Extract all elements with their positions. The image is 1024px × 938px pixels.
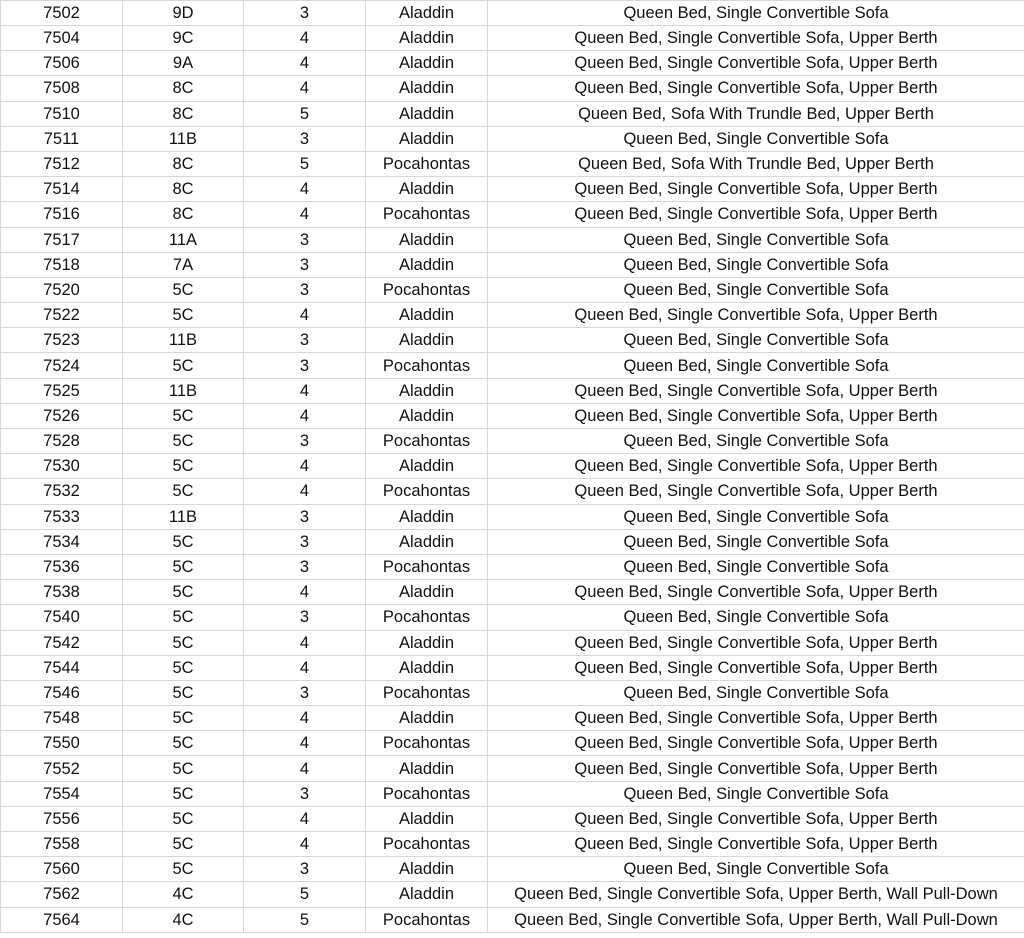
- cell-category[interactable]: 5C: [123, 454, 244, 479]
- cell-room[interactable]: 7534: [1, 529, 123, 554]
- cell-theme[interactable]: Aladdin: [366, 303, 488, 328]
- cell-category[interactable]: 5C: [123, 277, 244, 302]
- cell-room[interactable]: 7558: [1, 832, 123, 857]
- table-row: [1, 429, 1024, 454]
- table-row: [1, 706, 1024, 731]
- cell-theme[interactable]: Pocahontas: [366, 202, 488, 227]
- cell-category[interactable]: 5C: [123, 554, 244, 579]
- cell-sleeps[interactable]: 4: [244, 706, 366, 731]
- table-row: [1, 177, 1024, 202]
- cell-category[interactable]: 8C: [123, 76, 244, 101]
- cell-theme[interactable]: Pocahontas: [366, 429, 488, 454]
- cell-sleeps[interactable]: 3: [244, 781, 366, 806]
- cell-category[interactable]: 7A: [123, 252, 244, 277]
- cell-sleeps[interactable]: 4: [244, 51, 366, 76]
- cell-room[interactable]: 7546: [1, 680, 123, 705]
- cell-beds[interactable]: Queen Bed, Single Convertible Sofa, Upper Berth: [488, 806, 1024, 831]
- cell-theme[interactable]: Pocahontas: [366, 907, 488, 932]
- cell-beds[interactable]: Queen Bed, Single Convertible Sofa, Upper Berth: [488, 26, 1024, 51]
- cell-sleeps[interactable]: 3: [244, 605, 366, 630]
- cell-beds[interactable]: Queen Bed, Single Convertible Sofa: [488, 605, 1024, 630]
- cell-room[interactable]: 7562: [1, 882, 123, 907]
- cell-theme[interactable]: Aladdin: [366, 252, 488, 277]
- cell-sleeps[interactable]: 4: [244, 655, 366, 680]
- table-row: [1, 51, 1024, 76]
- cell-beds[interactable]: Queen Bed, Single Convertible Sofa, Upper Berth: [488, 706, 1024, 731]
- cell-room[interactable]: 7536: [1, 554, 123, 579]
- cell-theme[interactable]: Aladdin: [366, 529, 488, 554]
- table-row: [1, 731, 1024, 756]
- cell-category[interactable]: 5C: [123, 479, 244, 504]
- cell-category[interactable]: 5C: [123, 605, 244, 630]
- cell-beds[interactable]: Queen Bed, Single Convertible Sofa: [488, 529, 1024, 554]
- cell-sleeps[interactable]: 3: [244, 277, 366, 302]
- cell-beds[interactable]: Queen Bed, Single Convertible Sofa, Upper Berth: [488, 403, 1024, 428]
- table-row: [1, 479, 1024, 504]
- cell-category[interactable]: 5C: [123, 756, 244, 781]
- cell-beds[interactable]: Queen Bed, Single Convertible Sofa, Upper Berth: [488, 177, 1024, 202]
- cell-room[interactable]: 7504: [1, 26, 123, 51]
- cell-category[interactable]: 8C: [123, 151, 244, 176]
- table-row: [1, 202, 1024, 227]
- table-row: [1, 756, 1024, 781]
- cell-beds[interactable]: Queen Bed, Single Convertible Sofa, Upper Berth: [488, 832, 1024, 857]
- cell-theme[interactable]: Aladdin: [366, 76, 488, 101]
- cell-category[interactable]: 5C: [123, 429, 244, 454]
- cell-sleeps[interactable]: 5: [244, 882, 366, 907]
- table-row: [1, 328, 1024, 353]
- cell-beds[interactable]: Queen Bed, Single Convertible Sofa, Upper Berth: [488, 479, 1024, 504]
- cell-theme[interactable]: Aladdin: [366, 756, 488, 781]
- cell-room[interactable]: 7512: [1, 151, 123, 176]
- cell-theme[interactable]: Aladdin: [366, 706, 488, 731]
- cell-beds[interactable]: Queen Bed, Single Convertible Sofa: [488, 126, 1024, 151]
- spreadsheet-body: [1, 1, 1024, 933]
- cell-category[interactable]: 5C: [123, 706, 244, 731]
- cell-sleeps[interactable]: 3: [244, 680, 366, 705]
- table-row: [1, 504, 1024, 529]
- cell-sleeps[interactable]: 5: [244, 101, 366, 126]
- cell-room[interactable]: 7511: [1, 126, 123, 151]
- cell-room[interactable]: 7550: [1, 731, 123, 756]
- table-row: [1, 529, 1024, 554]
- cell-theme[interactable]: Pocahontas: [366, 353, 488, 378]
- table-row: [1, 26, 1024, 51]
- cell-sleeps[interactable]: 4: [244, 303, 366, 328]
- cell-beds[interactable]: Queen Bed, Single Convertible Sofa: [488, 781, 1024, 806]
- cell-room[interactable]: 7533: [1, 504, 123, 529]
- cell-sleeps[interactable]: 4: [244, 832, 366, 857]
- table-row: [1, 277, 1024, 302]
- cell-beds[interactable]: Queen Bed, Single Convertible Sofa: [488, 504, 1024, 529]
- table-row: [1, 227, 1024, 252]
- cell-room[interactable]: 7510: [1, 101, 123, 126]
- cell-category[interactable]: 5C: [123, 630, 244, 655]
- cell-theme[interactable]: Pocahontas: [366, 605, 488, 630]
- cell-sleeps[interactable]: 3: [244, 429, 366, 454]
- cell-theme[interactable]: Aladdin: [366, 504, 488, 529]
- table-row: [1, 303, 1024, 328]
- cell-theme[interactable]: Aladdin: [366, 378, 488, 403]
- cell-sleeps[interactable]: 3: [244, 252, 366, 277]
- cell-category[interactable]: 4C: [123, 907, 244, 932]
- cell-beds[interactable]: Queen Bed, Single Convertible Sofa, Upper Berth: [488, 731, 1024, 756]
- cell-room[interactable]: 7532: [1, 479, 123, 504]
- cell-theme[interactable]: Aladdin: [366, 177, 488, 202]
- cell-beds[interactable]: Queen Bed, Single Convertible Sofa: [488, 1, 1024, 26]
- cell-category[interactable]: 11A: [123, 227, 244, 252]
- cell-beds[interactable]: Queen Bed, Single Convertible Sofa, Upper Berth: [488, 756, 1024, 781]
- cell-beds[interactable]: Queen Bed, Single Convertible Sofa, Upper Berth: [488, 454, 1024, 479]
- cell-room[interactable]: 7564: [1, 907, 123, 932]
- cell-theme[interactable]: Aladdin: [366, 580, 488, 605]
- cell-sleeps[interactable]: 3: [244, 504, 366, 529]
- cell-beds[interactable]: Queen Bed, Sofa With Trundle Bed, Upper Berth: [488, 151, 1024, 176]
- table-row: [1, 454, 1024, 479]
- cell-category[interactable]: 9A: [123, 51, 244, 76]
- cell-beds[interactable]: Queen Bed, Single Convertible Sofa: [488, 353, 1024, 378]
- cell-room[interactable]: 7525: [1, 378, 123, 403]
- table-row: [1, 1, 1024, 26]
- table-row: [1, 252, 1024, 277]
- cell-category[interactable]: 11B: [123, 126, 244, 151]
- cell-sleeps[interactable]: 4: [244, 378, 366, 403]
- cell-beds[interactable]: Queen Bed, Single Convertible Sofa: [488, 328, 1024, 353]
- table-row: [1, 353, 1024, 378]
- cell-room[interactable]: 7516: [1, 202, 123, 227]
- cell-theme[interactable]: Pocahontas: [366, 680, 488, 705]
- cell-sleeps[interactable]: 4: [244, 454, 366, 479]
- table-row: [1, 403, 1024, 428]
- cell-room[interactable]: 7544: [1, 655, 123, 680]
- cell-beds[interactable]: Queen Bed, Single Convertible Sofa, Upper Berth: [488, 51, 1024, 76]
- cell-theme[interactable]: Aladdin: [366, 1, 488, 26]
- cell-theme[interactable]: Aladdin: [366, 126, 488, 151]
- cell-beds[interactable]: Queen Bed, Single Convertible Sofa: [488, 554, 1024, 579]
- cell-category[interactable]: 5C: [123, 580, 244, 605]
- cell-theme[interactable]: Aladdin: [366, 51, 488, 76]
- cell-room[interactable]: 7540: [1, 605, 123, 630]
- cell-theme[interactable]: Pocahontas: [366, 781, 488, 806]
- cell-beds[interactable]: Queen Bed, Single Convertible Sofa, Upper Berth: [488, 76, 1024, 101]
- table-row: [1, 680, 1024, 705]
- cell-category[interactable]: 5C: [123, 781, 244, 806]
- cell-category[interactable]: 9D: [123, 1, 244, 26]
- cell-room[interactable]: 7520: [1, 277, 123, 302]
- cell-beds[interactable]: Queen Bed, Single Convertible Sofa: [488, 429, 1024, 454]
- cell-theme[interactable]: Aladdin: [366, 328, 488, 353]
- cell-sleeps[interactable]: 3: [244, 353, 366, 378]
- cell-category[interactable]: 5C: [123, 731, 244, 756]
- cell-theme[interactable]: Aladdin: [366, 101, 488, 126]
- cell-theme[interactable]: Pocahontas: [366, 832, 488, 857]
- cell-beds[interactable]: Queen Bed, Single Convertible Sofa, Upper Berth: [488, 303, 1024, 328]
- cell-room[interactable]: 7524: [1, 353, 123, 378]
- cell-category[interactable]: 5C: [123, 857, 244, 882]
- cell-beds[interactable]: Queen Bed, Single Convertible Sofa: [488, 252, 1024, 277]
- cell-sleeps[interactable]: 3: [244, 554, 366, 579]
- cell-category[interactable]: 5C: [123, 806, 244, 831]
- table-row: [1, 655, 1024, 680]
- table-row: [1, 781, 1024, 806]
- cell-theme[interactable]: Aladdin: [366, 26, 488, 51]
- cell-room[interactable]: 7554: [1, 781, 123, 806]
- cell-room[interactable]: 7523: [1, 328, 123, 353]
- cell-sleeps[interactable]: 4: [244, 26, 366, 51]
- cell-sleeps[interactable]: 3: [244, 328, 366, 353]
- cell-theme[interactable]: Pocahontas: [366, 151, 488, 176]
- cell-sleeps[interactable]: 5: [244, 907, 366, 932]
- cell-sleeps[interactable]: 4: [244, 202, 366, 227]
- table-row: [1, 101, 1024, 126]
- cell-theme[interactable]: Aladdin: [366, 403, 488, 428]
- cell-category[interactable]: 5C: [123, 529, 244, 554]
- table-row: [1, 832, 1024, 857]
- cell-theme[interactable]: Aladdin: [366, 630, 488, 655]
- table-row: [1, 605, 1024, 630]
- cell-room[interactable]: 7517: [1, 227, 123, 252]
- cell-sleeps[interactable]: 4: [244, 177, 366, 202]
- cell-sleeps[interactable]: 3: [244, 1, 366, 26]
- cell-category[interactable]: 11B: [123, 328, 244, 353]
- cell-room[interactable]: 7514: [1, 177, 123, 202]
- cell-sleeps[interactable]: 3: [244, 857, 366, 882]
- cell-room[interactable]: 7530: [1, 454, 123, 479]
- cell-sleeps[interactable]: 4: [244, 630, 366, 655]
- cell-category[interactable]: 8C: [123, 177, 244, 202]
- table-row: [1, 857, 1024, 882]
- cell-room[interactable]: 7506: [1, 51, 123, 76]
- table-row: [1, 630, 1024, 655]
- cell-room[interactable]: 7560: [1, 857, 123, 882]
- table-row: [1, 882, 1024, 907]
- cell-theme[interactable]: Aladdin: [366, 882, 488, 907]
- cell-theme[interactable]: Aladdin: [366, 227, 488, 252]
- cell-room[interactable]: 7528: [1, 429, 123, 454]
- cell-room[interactable]: 7552: [1, 756, 123, 781]
- cell-room[interactable]: 7548: [1, 706, 123, 731]
- cell-room[interactable]: 7526: [1, 403, 123, 428]
- cell-category[interactable]: 5C: [123, 403, 244, 428]
- cell-theme[interactable]: Aladdin: [366, 857, 488, 882]
- table-row: [1, 554, 1024, 579]
- cell-category[interactable]: 4C: [123, 882, 244, 907]
- cell-sleeps[interactable]: 4: [244, 756, 366, 781]
- cell-category[interactable]: 5C: [123, 655, 244, 680]
- cell-theme[interactable]: Pocahontas: [366, 731, 488, 756]
- cell-category[interactable]: 5C: [123, 353, 244, 378]
- cell-room[interactable]: 7522: [1, 303, 123, 328]
- cell-beds[interactable]: Queen Bed, Single Convertible Sofa: [488, 857, 1024, 882]
- cell-category[interactable]: 9C: [123, 26, 244, 51]
- cell-sleeps[interactable]: 4: [244, 806, 366, 831]
- cell-sleeps[interactable]: 3: [244, 227, 366, 252]
- cell-theme[interactable]: Pocahontas: [366, 479, 488, 504]
- cell-beds[interactable]: Queen Bed, Single Convertible Sofa, Upper Berth: [488, 655, 1024, 680]
- cell-theme[interactable]: Pocahontas: [366, 554, 488, 579]
- cell-room[interactable]: 7502: [1, 1, 123, 26]
- cell-beds[interactable]: Queen Bed, Single Convertible Sofa, Upper Berth, Wall Pull-Down: [488, 907, 1024, 932]
- cell-category[interactable]: 8C: [123, 202, 244, 227]
- cell-room[interactable]: 7508: [1, 76, 123, 101]
- cell-category[interactable]: 5C: [123, 832, 244, 857]
- cell-beds[interactable]: Queen Bed, Single Convertible Sofa, Upper Berth: [488, 202, 1024, 227]
- cell-category[interactable]: 5C: [123, 303, 244, 328]
- cell-category[interactable]: 11B: [123, 378, 244, 403]
- cell-beds[interactable]: Queen Bed, Single Convertible Sofa, Upper Berth: [488, 630, 1024, 655]
- cell-room[interactable]: 7538: [1, 580, 123, 605]
- cell-theme[interactable]: Aladdin: [366, 806, 488, 831]
- cell-sleeps[interactable]: 4: [244, 731, 366, 756]
- cell-theme[interactable]: Aladdin: [366, 655, 488, 680]
- cell-sleeps[interactable]: 4: [244, 479, 366, 504]
- table-row: [1, 126, 1024, 151]
- cell-sleeps[interactable]: 3: [244, 529, 366, 554]
- cell-sleeps[interactable]: 4: [244, 76, 366, 101]
- table-row: [1, 907, 1024, 932]
- cell-category[interactable]: 8C: [123, 101, 244, 126]
- cell-beds[interactable]: Queen Bed, Single Convertible Sofa, Upper Berth, Wall Pull-Down: [488, 882, 1024, 907]
- table-row: [1, 151, 1024, 176]
- cell-beds[interactable]: Queen Bed, Single Convertible Sofa: [488, 277, 1024, 302]
- cell-category[interactable]: 11B: [123, 504, 244, 529]
- cell-room[interactable]: 7518: [1, 252, 123, 277]
- cell-sleeps[interactable]: 4: [244, 403, 366, 428]
- table-row: [1, 76, 1024, 101]
- cell-room[interactable]: 7542: [1, 630, 123, 655]
- cell-theme[interactable]: Aladdin: [366, 454, 488, 479]
- cell-beds[interactable]: Queen Bed, Single Convertible Sofa: [488, 680, 1024, 705]
- cell-beds[interactable]: Queen Bed, Single Convertible Sofa: [488, 227, 1024, 252]
- cell-beds[interactable]: Queen Bed, Single Convertible Sofa, Upper Berth: [488, 378, 1024, 403]
- cell-theme[interactable]: Pocahontas: [366, 277, 488, 302]
- cell-sleeps[interactable]: 3: [244, 126, 366, 151]
- cell-category[interactable]: 5C: [123, 680, 244, 705]
- cell-room[interactable]: 7556: [1, 806, 123, 831]
- cell-beds[interactable]: Queen Bed, Sofa With Trundle Bed, Upper Berth: [488, 101, 1024, 126]
- table-row: [1, 378, 1024, 403]
- cell-sleeps[interactable]: 5: [244, 151, 366, 176]
- table-row: [1, 806, 1024, 831]
- cell-beds[interactable]: Queen Bed, Single Convertible Sofa, Upper Berth: [488, 580, 1024, 605]
- cell-sleeps[interactable]: 4: [244, 580, 366, 605]
- table-row: [1, 580, 1024, 605]
